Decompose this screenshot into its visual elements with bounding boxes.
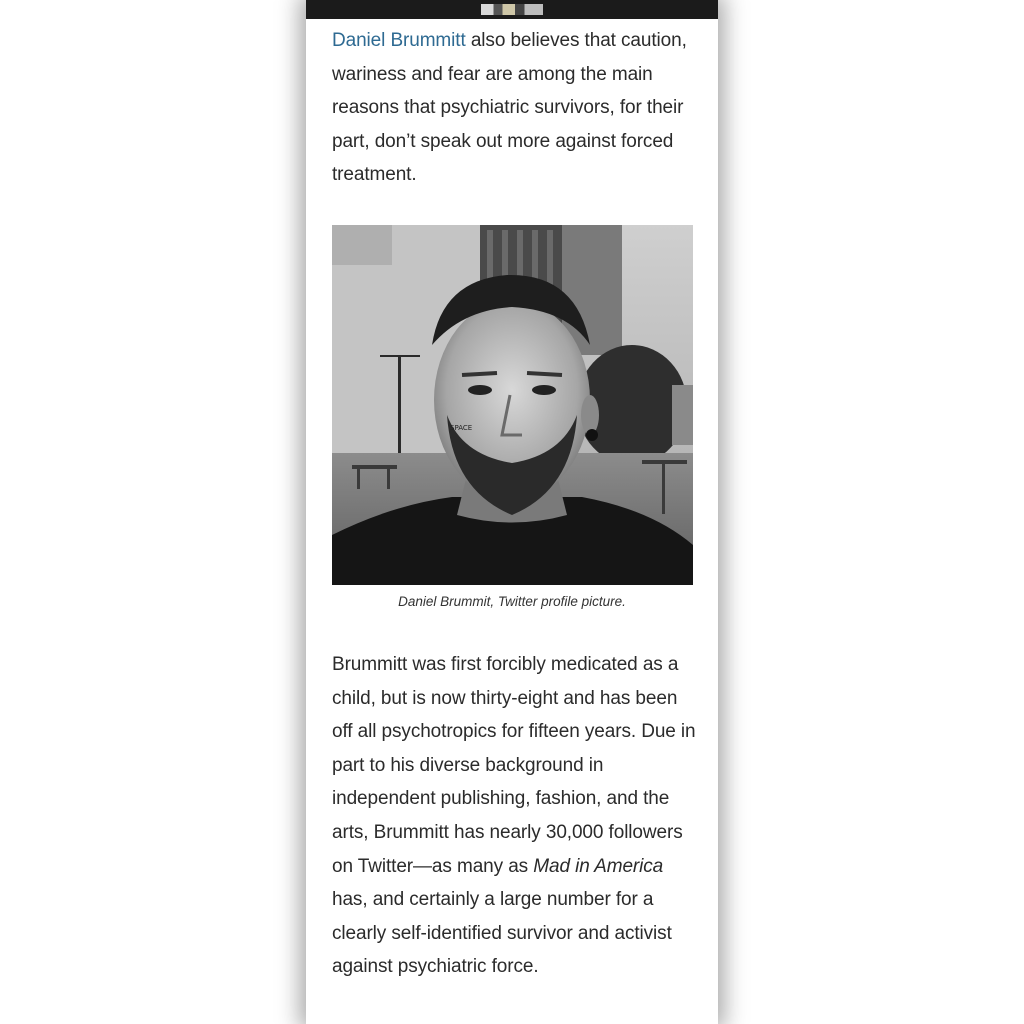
top-bar <box>306 0 718 19</box>
author-link[interactable]: Daniel Brummitt <box>332 30 466 51</box>
article-body <box>332 24 698 192</box>
paragraph-intro-text: also believes that caution, wariness and fear are among the main reasons that psychiatric survivors, for their part, don’t speak out more against forced treatment. <box>332 30 687 186</box>
paragraph-background-text-start: Brummitt was first forcibly medicated as a child, but is now thirty-eight and has been off all psychotropics for fifteen years. Due in part to his diverse background in independent publishing, fashion, and the arts, Brummitt has nearly 30,000 followers on Twitter—as many as <box>332 654 696 877</box>
paragraph-background <box>332 648 702 984</box>
photo-caption: Daniel Brummit, Twitter profile picture. <box>398 594 626 609</box>
portrait-illustration <box>332 225 693 585</box>
publication-name: Mad in America <box>533 855 664 877</box>
paragraph-intro <box>332 24 698 192</box>
profile-photo <box>332 225 693 585</box>
paragraph-background-text-end: has, and certainly a large number for a clearly self-identified survivor and activist against psychiatric force. <box>332 889 672 978</box>
mobile-article-page[interactable] <box>306 0 718 1024</box>
svg-text:SPACE: SPACE <box>450 424 473 432</box>
header-thumbnail-image <box>481 4 543 15</box>
